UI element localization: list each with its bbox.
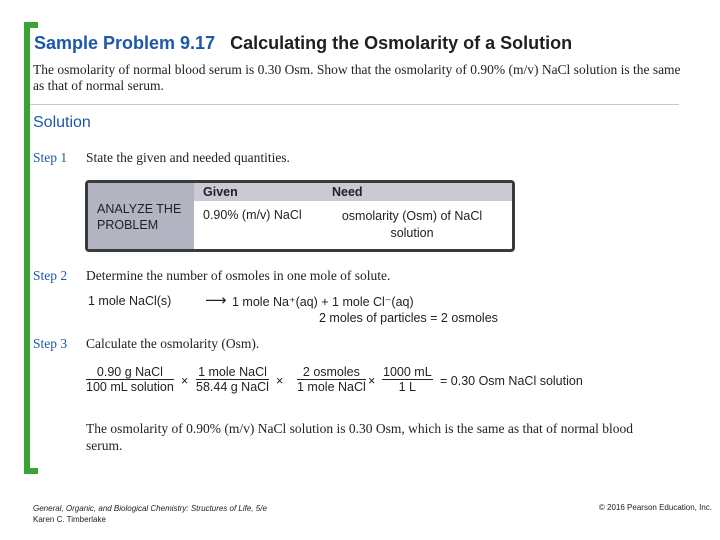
fraction-1-numerator: 0.90 g NaCl [86,365,174,380]
step2-particles: 2 moles of particles = 2 osmoles [319,311,498,325]
page-title [34,33,572,54]
fraction-4 [382,365,433,394]
step-3-label: Step 3 [33,336,68,351]
given-header: Given [203,185,238,199]
step2-arrow: ⟶ [205,292,227,309]
fraction-1-denominator: 100 mL solution [86,380,174,394]
problem-number: Sample Problem 9.17 [34,33,216,53]
step-1-text: State the given and needed quantities. [86,150,290,165]
footer-copyright: © 2016 Pearson Education, Inc. [598,503,712,512]
fraction-1 [86,365,174,394]
fraction-2-numerator: 1 mole NaCl [196,365,269,380]
times-sign-3: × [368,374,376,388]
fraction-4-denominator: 1 L [398,380,417,394]
fraction-4-numerator: 1000 mL [383,365,432,379]
footer-author: Karen C. Timberlake [33,515,106,524]
conclusion-text: The osmolarity of 0.90% (m/v) NaCl solution is 0.30 Osm, which is the same as that of normal blood serum. [86,421,634,453]
need-value: osmolarity (Osm) of NaCl solution [341,209,483,240]
divider [30,104,679,105]
fraction-2-denominator: 58.44 g NaCl [196,380,269,394]
times-sign-2: × [276,374,284,388]
step-3-text: Calculate the osmolarity (Osm). [86,336,260,351]
fraction-3-numerator: 2 osmoles [297,365,366,380]
fraction-2 [196,365,269,394]
step-2-label: Step 2 [33,268,68,283]
solution-heading: Solution [33,114,91,131]
footer-book-title: General, Organic, and Biological Chemistry: Structures of Life, 5/e [33,504,267,513]
analyze-problem-table [85,180,515,252]
analyze-label: ANALYZE THE PROBLEM [97,202,182,232]
need-header: Need [332,185,363,199]
step-1-label: Step 1 [33,150,68,165]
times-sign-1: × [181,374,189,388]
problem-statement: The osmolarity of normal blood serum is 0.30 Osm. Show that the osmolarity of 0.90% (m/v) NaCl solution is the same as that of normal serum. [33,62,681,93]
table-row-label-cell [88,183,194,249]
fraction-3-denominator: 1 mole NaCl [297,380,366,394]
step2-left: 1 mole NaCl(s) [88,294,172,308]
fraction-3 [297,365,366,394]
osmolarity-result: = 0.30 Osm NaCl solution [440,374,583,388]
footer-citation [33,503,267,525]
step2-right: 1 mole Na⁺(aq) + 1 mole Cl⁻(aq) [232,295,414,309]
given-value: 0.90% (m/v) NaCl [203,208,302,222]
problem-title: Calculating the Osmolarity of a Solution [230,33,573,53]
step-2-text: Determine the number of osmoles in one mole of solute. [86,268,391,283]
